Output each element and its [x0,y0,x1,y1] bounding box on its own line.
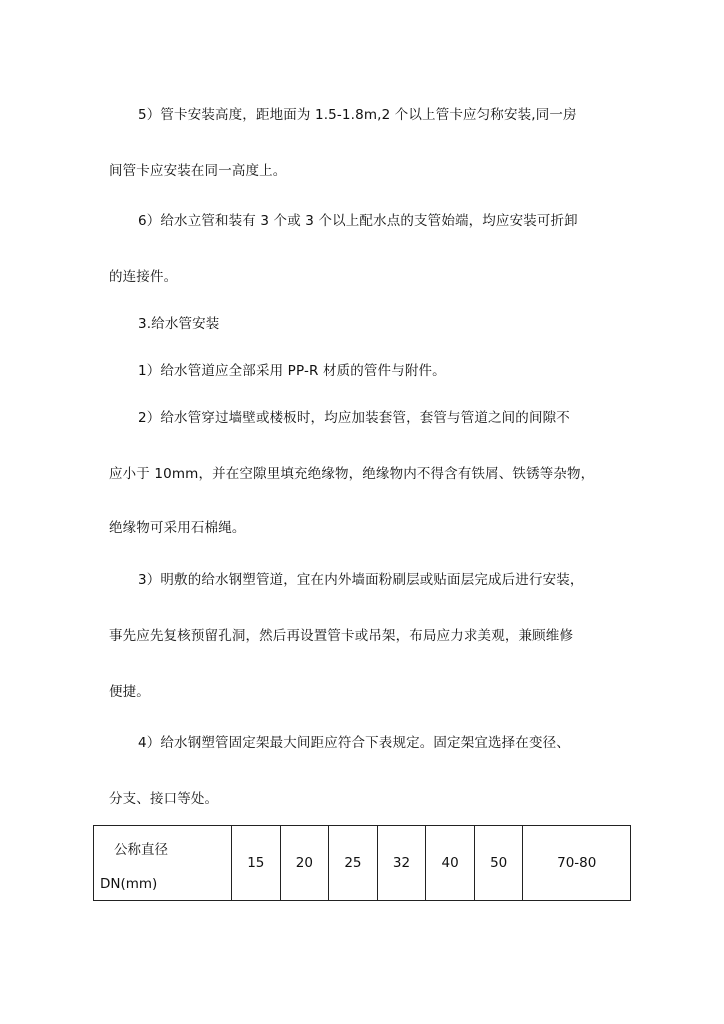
header-label: 公称直径 [114,842,168,858]
paragraph-line: 便捷。 [109,684,150,700]
paragraph-line: 2）给水管穿过墙壁或楼板时，均应加装套管，套管与管道之间的间隙不 [138,410,570,426]
paragraph-line: 事先应先复核预留孔洞，然后再设置管卡或吊架，布局应力求美观，兼顾维修 [109,628,574,644]
table-cell: 32 [377,826,426,901]
paragraph-line: 5）管卡安装高度，距地面为 1.5-1.8m,2 个以上管卡应匀称安装,同一房 [138,107,577,123]
table-cell: 20 [280,826,329,901]
table-cell: 25 [329,826,378,901]
table-row [94,826,631,901]
paragraph-line: 1）给水管道应全部采用 PP-R 材质的管件与附件。 [138,363,446,379]
paragraph-line: 3）明敷的给水钢塑管道，宜在内外墙面粉刷层或贴面层完成后进行安装， [138,572,584,588]
paragraph-line: 绝缘物可采用石棉绳。 [109,520,246,536]
table-header-cell [94,826,232,901]
section-heading: 3.给水管安装 [138,316,220,332]
spacing-table [93,825,631,901]
paragraph-line: 6）给水立管和装有 3 个或 3 个以上配水点的支管始端，均应安装可折卸 [138,213,578,229]
paragraph-line: 4）给水钢塑管固定架最大间距应符合下表规定。固定架宜选择在变径、 [138,735,570,751]
table-cell: 70-80 [523,826,631,901]
paragraph-line: 间管卡应安装在同一高度上。 [109,163,287,179]
paragraph-line: 分支、接口等处。 [109,791,219,807]
header-unit: DN(mm) [100,876,158,892]
table-cell: 50 [474,826,523,901]
paragraph-line: 应小于 10mm，并在空隙里填充绝缘物，绝缘物内不得含有铁屑、铁锈等杂物， [109,466,595,482]
table-cell: 15 [232,826,281,901]
table-cell: 40 [426,826,475,901]
paragraph-line: 的连接件。 [109,269,178,285]
